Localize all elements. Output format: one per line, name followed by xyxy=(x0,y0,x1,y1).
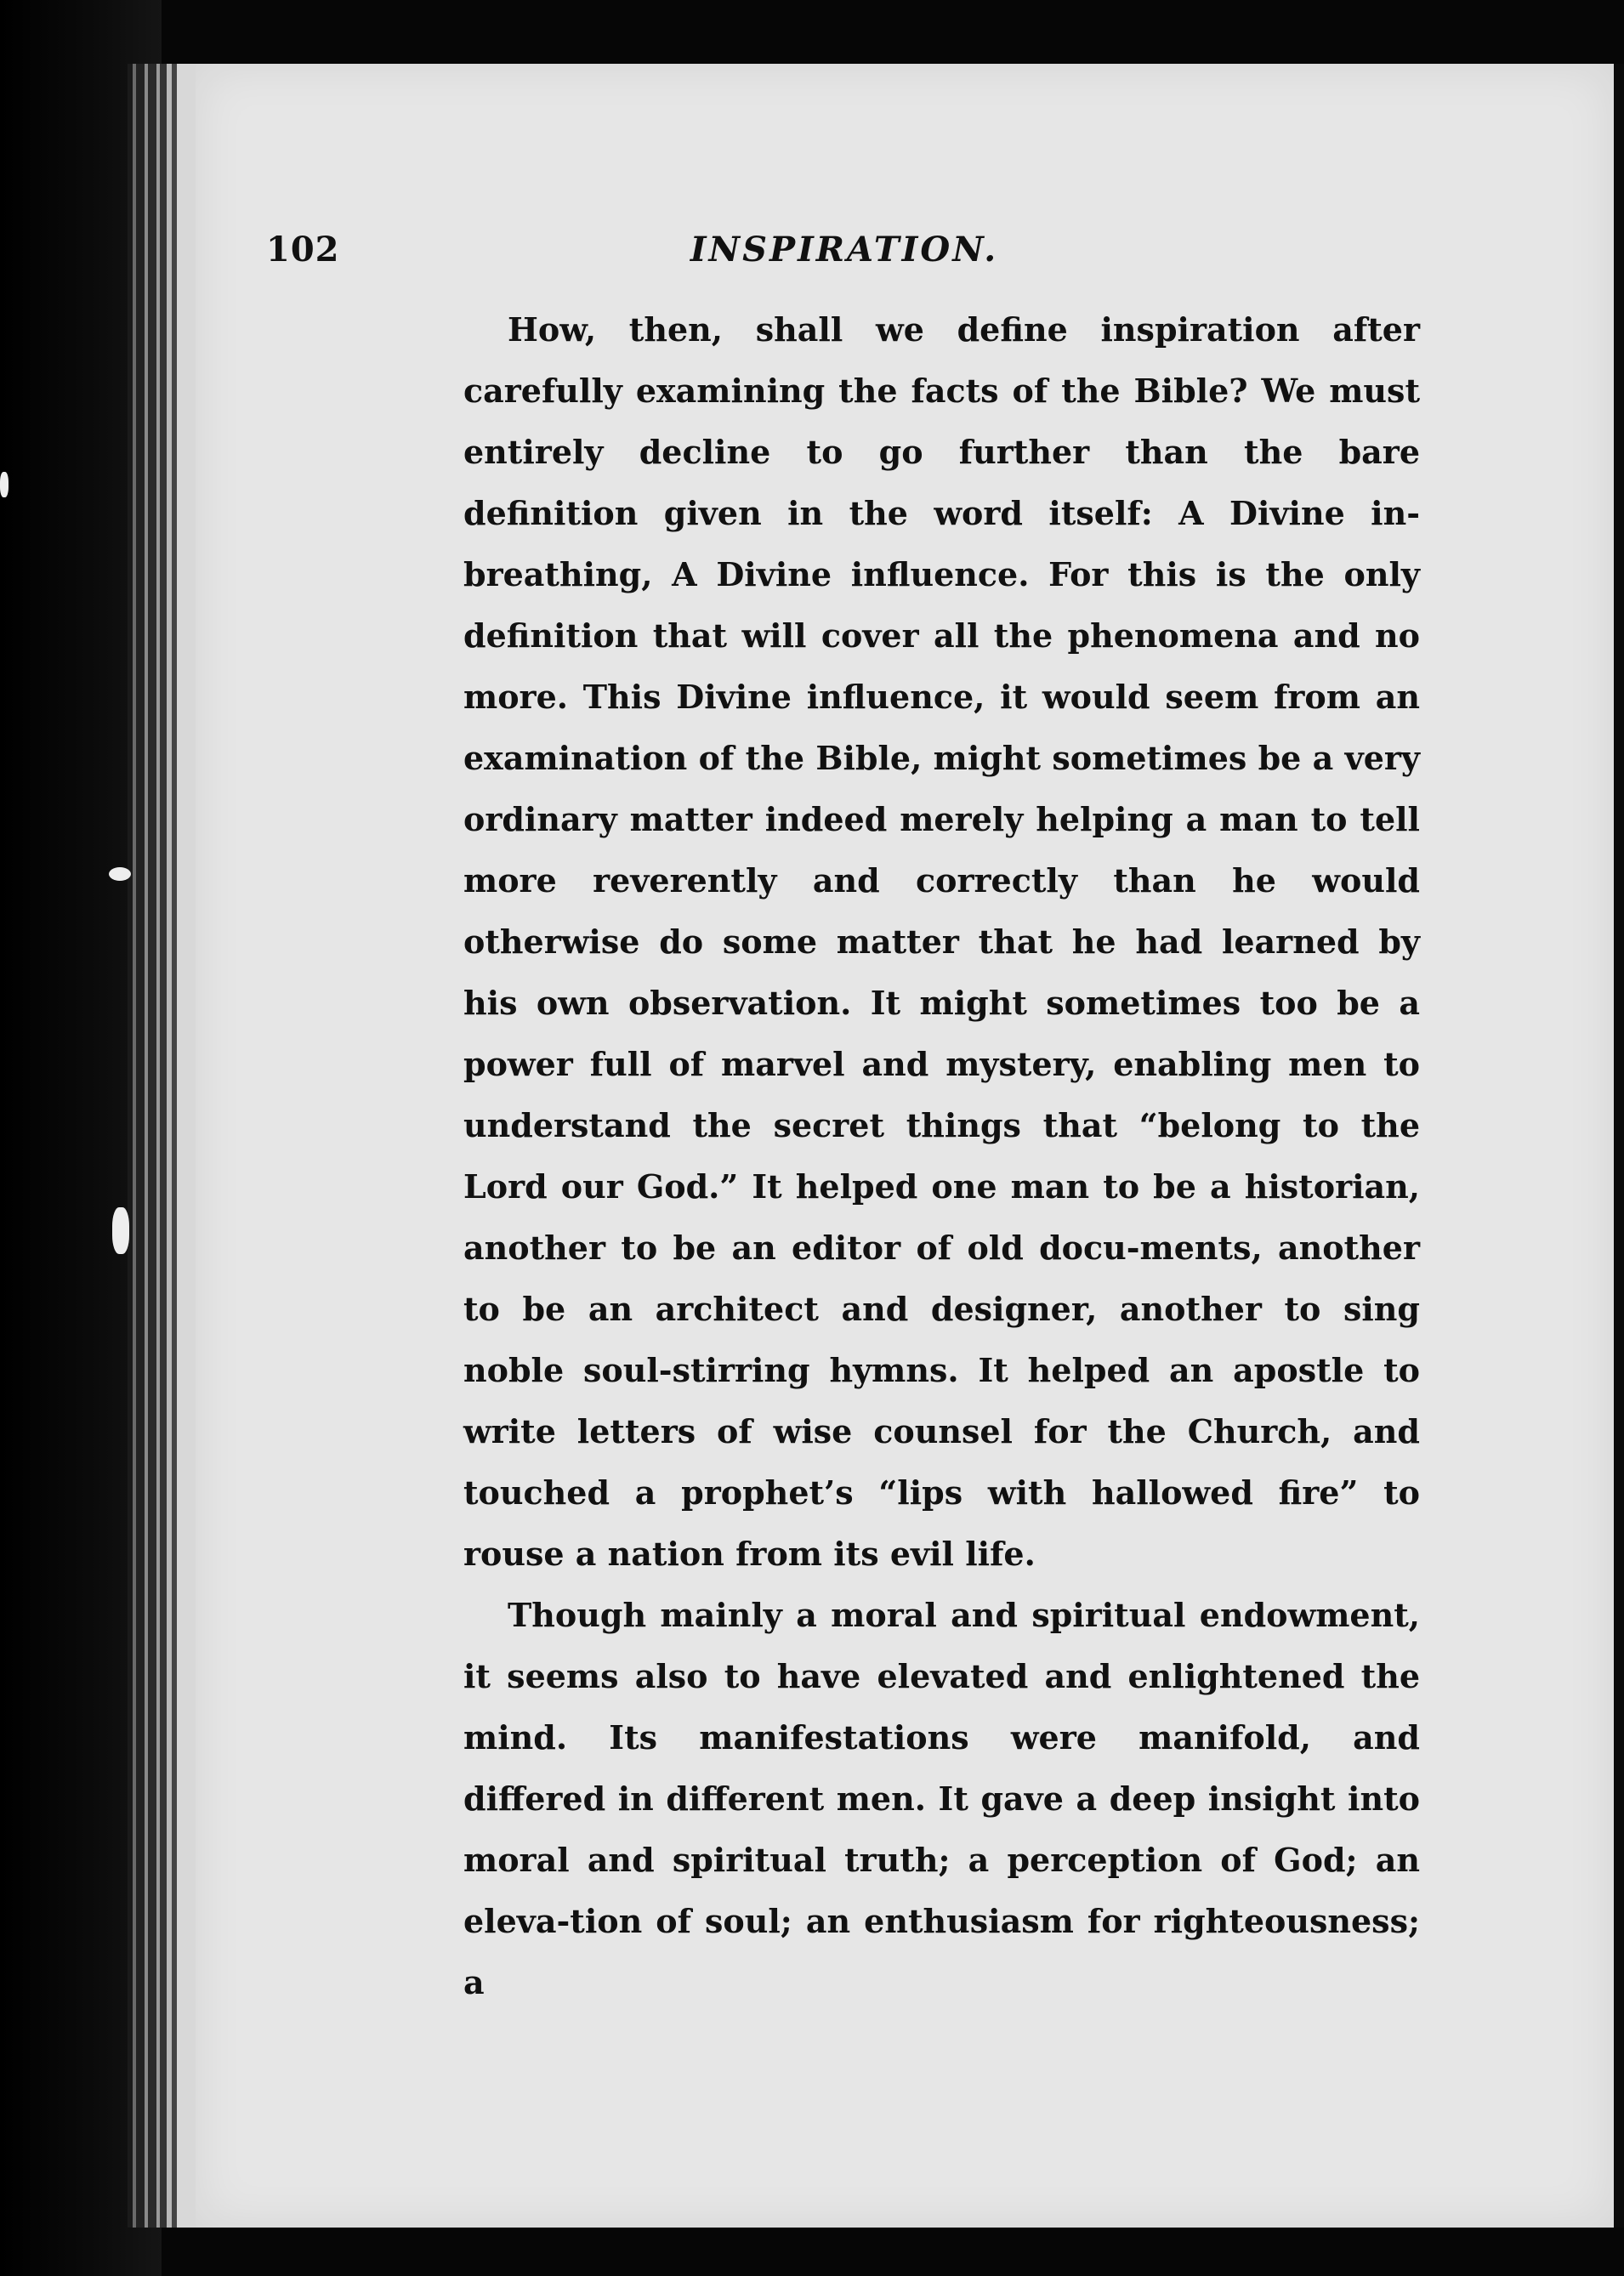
running-head: INSPIRATION. xyxy=(690,230,999,270)
page-right-edge xyxy=(1614,64,1624,2228)
page-number: 102 xyxy=(266,230,340,270)
scan-speck xyxy=(109,867,131,881)
scan-speck xyxy=(112,1207,129,1254)
page-header xyxy=(266,230,1422,289)
paragraph-2: Though mainly a moral and spiritual endowment, it seems also to have elevated and enlightened the mind. Its manifestations were manifold, and differed in different men. It gave a deep insight into moral and spiritual truth; a perception of God; an eleva-tion of soul; an enthusiasm for righteousness; a xyxy=(463,1596,1420,2001)
paragraph-1: How, then, shall we define inspiration after carefully examining the facts of the Bible? We must entirely decline to go further than the bare definition given in the word itself: A Divine in-breathing, A Divine influence. For this is the only definition that will cover all the phenomena and no more. This Divine influence, it would seem from an examination of the Bible, might sometimes be a very ordinary matter indeed merely helping a man to tell more reverently and correctly than he would otherwise do some matter that he had learned by his own observation. It might sometimes too be a power full of marvel and mystery, enabling men to understand the secret things that “belong to the Lord our God.” It helped one man to be a historian, another to be an editor of old docu-ments, another to be an architect and designer, another to sing noble soul-stirring hymns. It helped an apostle to write letters of wise counsel for the Church, and touched a prophet’s “lips with hallowed fire” to rouse a nation from its evil life. xyxy=(463,310,1420,1573)
body-text xyxy=(463,299,1420,2013)
page-edges xyxy=(128,64,204,2228)
scan-speck xyxy=(0,472,9,497)
